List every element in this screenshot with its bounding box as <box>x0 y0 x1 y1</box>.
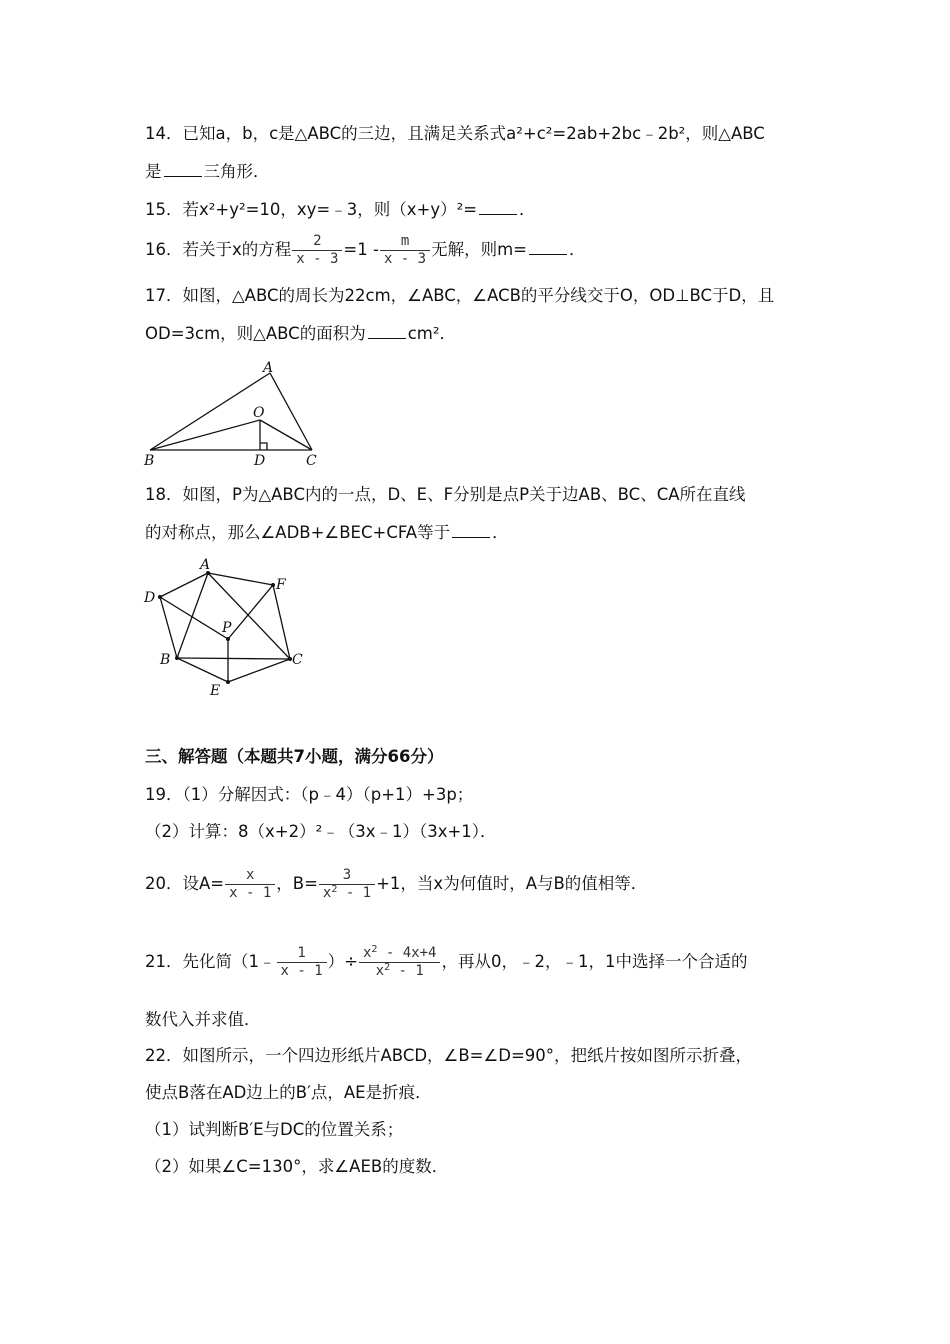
label-d: D <box>254 453 266 469</box>
label-d: D <box>144 590 156 606</box>
label-e: E <box>210 683 221 699</box>
label-o: O <box>253 405 265 421</box>
fraction: $\frac{2}{x - 3}$ <box>292 233 342 268</box>
q19-line1: 19．（1）分解因式：（p﹣4）（p+1）+3p； <box>145 785 474 804</box>
q17-line1: 17．如图，△ABC的周长为22cm，∠ABC，∠ACB的平分线交于O，OD⊥BC于D，且 <box>145 286 775 305</box>
fraction: $\frac{m}{x - 3}$ <box>380 233 430 268</box>
label-b: B <box>144 453 155 469</box>
fraction: $\frac{1}{x - 1}$ <box>277 945 327 980</box>
label-p: P <box>222 620 232 636</box>
q22-line2: 使点B落在AD边上的B′点，AE是折痕． <box>145 1083 432 1102</box>
label-a: A <box>200 557 211 573</box>
answer-blank <box>452 523 490 538</box>
q18-line1: 18．如图，P为△ABC内的一点，D、E、F分别是点P关于边AB、BC、CA所在直线 <box>145 485 746 504</box>
answer-blank <box>164 162 202 177</box>
fraction: $\frac{x}{x - 1}$ <box>225 867 275 902</box>
q16-line: 16．若关于x的方程 $\frac{2}{x - 3}$ =1 - $\frac{m}{x - 3}$ 无解，则m= ． <box>145 233 586 267</box>
section-heading: 三、解答题（本题共7小题，满分66分） <box>145 747 444 766</box>
q22-line4: （2）如果∠C=130°，求∠AEB的度数． <box>145 1157 449 1176</box>
q18-reflection-figure <box>140 555 310 700</box>
q14-line1: 14．已知a，b，c是△ABC的三边，且满足关系式a²+c²=2ab+2bc﹣2b²，则△ABC <box>145 124 765 143</box>
answer-blank <box>479 200 517 215</box>
q14-line2: 是 三角形． <box>145 162 270 181</box>
fraction: $\frac{x^2 - 4x+4}{x^2 - 1}$ <box>359 945 440 980</box>
q21-line1: 21．先化简（1﹣ $\frac{1}{x - 1}$ ）÷ $\frac{x^2 - 4x+4}{x^2 - 1}$ ，再从0，﹣2，﹣1，1中选择一个合适的 <box>145 944 748 979</box>
q22-line3: （1）试判断B′E与DC的位置关系； <box>145 1120 404 1139</box>
q18-line2: 的对称点，那么∠ADB+∠BEC+CFA等于 ． <box>145 523 509 542</box>
label-c: C <box>306 453 317 469</box>
q19-line2: （2）计算：8（x+2）²﹣（3x﹣1）（3x+1）． <box>145 822 497 841</box>
q17-line2: OD=3cm，则△ABC的面积为 cm²． <box>145 324 456 343</box>
label-f: F <box>276 577 286 593</box>
q15-line: 15．若x²+y²=10，xy=﹣3，则（x+y）²= ． <box>145 200 536 219</box>
answer-blank <box>368 324 406 339</box>
label-a: A <box>263 360 274 376</box>
q20-line: 20．设A= $\frac{x}{x - 1}$ ，B= $\frac{3}{x^2 - 1}$ +1，当x为何值时，A与B的值相等． <box>145 867 648 901</box>
q22-line1: 22．如图所示，一个四边形纸片ABCD，∠B=∠D=90°，把纸片按如图所示折叠， <box>145 1046 753 1065</box>
answer-blank <box>529 240 567 255</box>
q21-line2: 数代入并求值． <box>145 1010 261 1029</box>
label-c: C <box>292 652 303 668</box>
q17-triangle-figure <box>140 355 330 470</box>
fraction: $\frac{3}{x^2 - 1}$ <box>319 867 375 902</box>
label-b: B <box>160 652 171 668</box>
